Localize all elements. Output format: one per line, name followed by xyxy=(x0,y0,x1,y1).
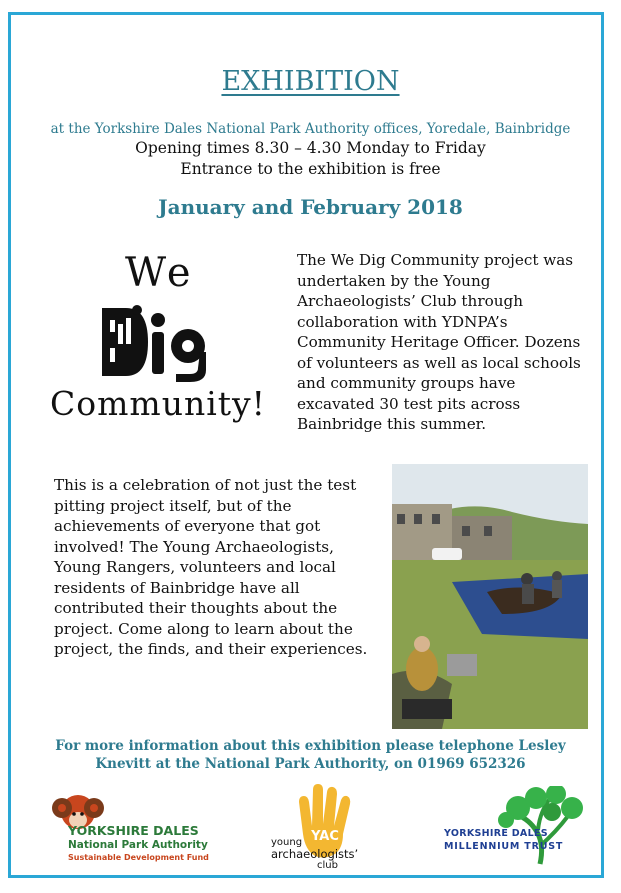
yac-club: club xyxy=(317,860,338,871)
logo-community-text: Community! xyxy=(50,384,266,423)
opening-times: Opening times 8.30 – 4.30 Monday to Friday xyxy=(135,139,486,157)
ydnpa-fund: Sustainable Development Fund xyxy=(68,853,209,862)
venue-line: at the Yorkshire Dales National Park Authority offices, Yoredale, Bainbridge xyxy=(50,121,571,137)
celebration-description: This is a celebration of not just the test pitting project itself, but of the achievements of everyone that got involved! The Young Archaeologists, Young Rangers, volunteers and local residents of Bainbridge have all contributed their thoughts about the project. Come along to learn about the project, the finds, and their experiences. xyxy=(54,476,368,658)
svg-text:YAC: YAC xyxy=(311,829,339,844)
contact-info: For more information about this exhibition please telephone Lesley Knevitt at the National Park Authority, on 01969 652326 xyxy=(55,738,566,772)
exhibition-dates: January and February 2018 xyxy=(158,195,463,219)
dig-logo-graphic xyxy=(96,302,216,384)
logo-we-text: We xyxy=(125,250,195,296)
yac-young: young xyxy=(271,837,303,848)
excavation-photo xyxy=(392,464,588,729)
ydnpa-subtitle: National Park Authority xyxy=(68,839,208,851)
project-description: The We Dig Community project was undertaken by the Young Archaeologists’ Club through collaboration with YDNPA’s Community Heritage Officer. Dozens of volunteers as well as local schools and community groups have excavated 30 test pits across Bainbridge this summer. xyxy=(297,251,581,433)
exhibition-title: EXHIBITION xyxy=(221,66,400,97)
ydmt-name: YORKSHIRE DALES xyxy=(444,828,548,839)
entrance-note: Entrance to the exhibition is free xyxy=(180,160,441,178)
ydnpa-name: YORKSHIRE DALES xyxy=(68,823,199,838)
ydmt-trust: MILLENNIUM TRUST xyxy=(444,841,564,852)
yac-archaeologists: archaeologists’ xyxy=(271,847,359,861)
tree-icon xyxy=(440,786,590,866)
